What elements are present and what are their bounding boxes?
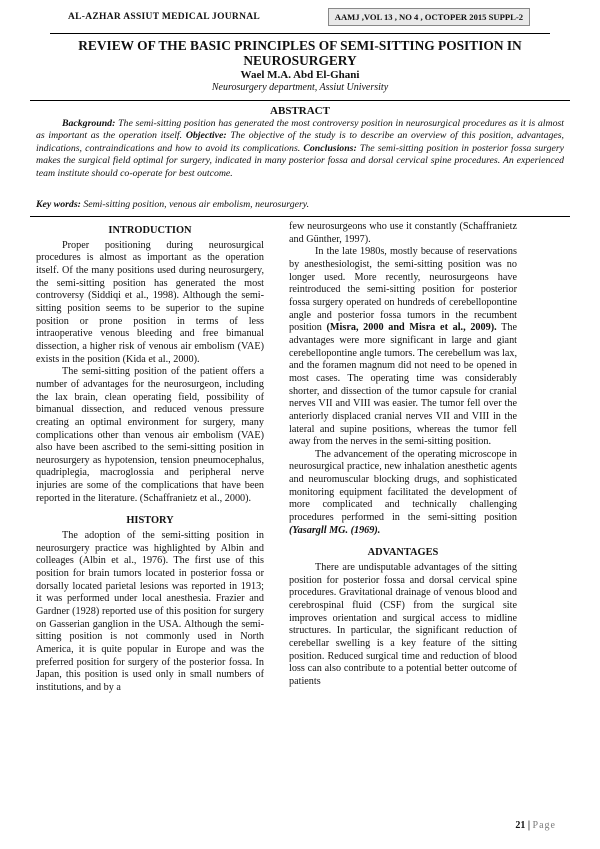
abstract-body [36,118,564,180]
objective-text: The objective of the study is to describe an overview of this position, advantages, indications, contraindications and how to avoid its complications. [36,130,565,154]
conclusions-label: Conclusions: [303,142,357,154]
footer-separator: | [527,820,531,831]
title-line-1: REVIEW OF THE BASIC PRINCIPLES OF SEMI-SITTING POSITION IN [78,38,522,53]
history-p3-citation: (Yasargll MG. (1969). [289,524,381,536]
header-rule [50,33,550,34]
history-continuation: few neurosurgeons who use it constantly (Schaffranietz and Günther, 1997). [289,221,517,245]
journal-name: AL-AZHAR ASSIUT MEDICAL JOURNAL [68,12,261,22]
intro-paragraph-1: Proper positioning during neurosurgical procedures is almost as important as the operation itself. Of the many positions used during neurosurgery, the semi-sitting position has generated the most controversy (Siddiqi et al., 1998). Although the semi-sitting position seems to be superior to the supine position or prone position in terms of less intraoperative venous bleeding and free bimanual dissection, a higher risk of venous air embolism (VAE) exists in the position (Kida et al., 2000). [36,239,264,365]
history-p2-text-a: In the late 1980s, mostly because of reservations by anesthesiologist, the semi-sitting position was no longer used. More recently, neurosurgeons have reintroduced the semi-sitting position for posterior fossa surgery operated on hundreds of cerebellopontine angle and posterior fossa tumors in the recumbent position [289,246,517,334]
keywords-text: Semi-sitting position, venous air embolism, neurosurgery. [83,199,310,210]
history-p2-text-b: The advantages were more significant in large and giant cerebellopontine angle tumors. The cerebellum was lax, and the foramen magnum did not need to be opened in most cases. The operating time was considerably shorter, and dissection of the tumor capsule for cranial nerves VII and VIII was easier. The tumor fell over the anteriorly displaced cranial nerves VII and VIII in the lateral and supine positions, whereas the tumor fell away from the nerves in the semi-sitting position. [289,322,517,448]
page-number: 21 [515,820,526,831]
objective-label: Objective: [185,130,227,142]
advantages-heading: ADVANTAGES [367,547,439,559]
history-p3-text: The advancement of the operating microscope in neurosurgical practice, new inhalation anesthetic agents and neuromuscular blocking drugs, and sophisticated monitoring equipment facilitated the development of more complicated and technically challenging procedures performed in the semi-sitting position [289,448,517,524]
history-p2-citation: (Misra, 2000 and Misra et al., 2009). [326,322,497,334]
author-name: Wael M.A. Abd El-Ghani [240,69,360,81]
abstract-rule-bottom [30,216,570,217]
issue-info: AAMJ ,VOL 13 , NO 4 , OCTOPER 2015 SUPPL-2 [328,8,530,26]
history-paragraph-1: The adoption of the semi-sitting position in neurosurgery practice was highlighted by Albin and colleages (Albin et al., 1976). The first use of this position for brain tumors located in posterior fossa or dorsally located parietal lesions was reported in 1913; it was performed under local anesthesia. Frazier and Gardner (1928) reported use of this position for surgery on Gasserian ganglion in the USA. Although the semi-sitting position is not commonly used in North America, it is quite popular in Europe and was the preferred position for surgery of the posterior fossa. In Japan, this position is used only in small numbers of institutions, and by a [36,530,264,693]
abstract-heading: ABSTRACT [270,105,330,117]
article-title [36,38,564,68]
history-heading: HISTORY [126,515,174,527]
page-label: Page [532,820,556,831]
history-paragraph-3 [289,449,517,538]
introduction-heading: INTRODUCTION [108,225,192,236]
page-footer [515,820,556,831]
background-text: The semi-sitting position has generated the most controversy position in neurosurgical procedures as it is almost as important as the operation itself. [36,118,564,142]
left-column [36,225,264,695]
background-label: Background: [62,118,116,129]
running-header [20,8,580,30]
advantages-paragraph-1: There are undisputable advantages of the sitting position for posterior fossa and dorsal cervical spine procedures. Gravitational drainage of venous blood and cerebrospinal fluid (CSF) from the surgical site improves orientation and surgical access to midline structures. In particular, the significant reduction of cerebellar swelling is a key feature of the sitting position. Reduced surgical time and reduction of blood loss can also contribute to a potential better outcome of patients [289,562,517,687]
title-line-2: NEUROSURGERY [243,53,357,68]
keywords [36,199,564,211]
keywords-label: Key words: [36,199,81,210]
history-paragraph-2 [289,246,517,449]
right-column [289,221,517,689]
author-affiliation: Neurosurgery department, Assiut University [211,82,389,93]
intro-paragraph-2: The semi-sitting position of the patient offers a number of advantages for the neurosurgeon, including the lax brain, clean operating field, possibility of bimanual dissection, and reduced venous pressure creating an optimal environment for surgery, many complications other than venous air embolism (VAE) also have been ascribed to the semi-sitting position in neurosurgery as hypotension, tension pneumocephalus, quadriplegia, macroglossia and peripheral nerve injuries are some of the complications that have been reported in the literature. (Schaffranietz et al., 2000). [36,366,264,504]
abstract-rule-top [30,100,570,101]
conclusions-text: The semi-sitting position in posterior fossa surgery makes the surgical field optimal for surgery, indicated in many posterior fossa and dorsal cervical spine procedures. An experienced team institute should co-operate for best outcome. [36,142,565,179]
